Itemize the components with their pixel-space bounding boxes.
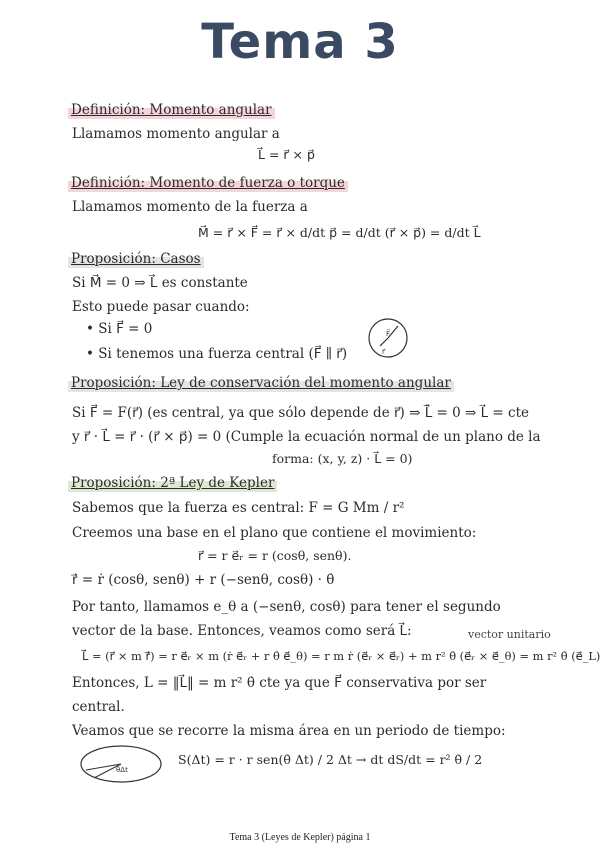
proposition-text: vector de la base. Entonces, veamos como será L⃗: xyxy=(72,623,412,639)
formula-angular-momentum: L⃗ = r⃗ × p⃗ xyxy=(258,147,315,162)
definition-text: Llamamos momento angular a xyxy=(72,126,280,142)
bullet-item: • Si F⃗ = 0 xyxy=(86,321,153,337)
formula-position: r⃗ = r e⃗ᵣ = r (cosθ, senθ). xyxy=(198,548,352,563)
proposition-text: Veamos que se recorre la misma área en un periodo de tiempo: xyxy=(72,723,506,739)
definition-text: Llamamos momento de la fuerza a xyxy=(72,199,308,215)
annotation-unit-vector: vector unitario xyxy=(468,628,551,641)
proposition-text: Por tanto, llamamos e_θ a (−senθ, cosθ) para tener el segundo xyxy=(72,599,501,615)
sketch-label-f: F⃗ xyxy=(386,330,391,338)
proposition-text: Si M⃗ = 0 ⇒ L⃗ es constante xyxy=(72,275,248,291)
sketch-label-r: r⃗ xyxy=(382,348,385,356)
proposition-heading-kepler: Proposición: 2ª Ley de Kepler xyxy=(68,474,277,492)
formula-torque: M⃗ = r⃗ × F⃗ = r⃗ × d/dt p⃗ = d/dt (r⃗ × p⃗) = d/dt L⃗ xyxy=(198,225,481,240)
formula-angular-momentum-expansion: L⃗ = (r⃗ × m ṙ⃗) = r e⃗ᵣ × m (ṙ e⃗ᵣ + r θ̇ e⃗_θ) = r m ṙ (e⃗ᵣ × e⃗ᵣ) + m r² θ̇ (e⃗ᵣ × e⃗_θ) = m r² θ̇ (e⃗_L) xyxy=(82,649,600,663)
proposition-text: central. xyxy=(72,699,125,715)
proposition-text: Si F⃗ = F(r⃗) (es central, ya que sólo depende de r⃗) ⇒ L̇⃗ = 0 ⇒ L⃗ = cte xyxy=(72,405,529,421)
proposition-text: Entonces, L = ‖L⃗‖ = m r² θ̇ cte ya que F⃗ conservativa por ser xyxy=(72,675,487,691)
central-force-sketch xyxy=(366,316,410,360)
proposition-text: Sabemos que la fuerza es central: F = G Mm / r² xyxy=(72,500,405,516)
page-footer: Tema 3 (Leyes de Kepler) página 1 xyxy=(229,832,371,843)
orbit-area-sketch xyxy=(76,742,166,786)
proposition-heading-cases: Proposición: Casos xyxy=(68,250,204,268)
proposition-text: Creemos una base en el plano que contiene el movimiento: xyxy=(72,525,477,541)
bullet-item: • Si tenemos una fuerza central (F⃗ ∥ r⃗) xyxy=(86,346,348,362)
proposition-text: Esto puede pasar cuando: xyxy=(72,299,250,315)
proposition-text: forma: (x, y, z) · L⃗ = 0) xyxy=(272,451,413,466)
page-title: Tema 3 xyxy=(201,14,399,70)
definition-heading-torque: Definición: Momento de fuerza o torque xyxy=(68,174,348,192)
sketch-label-angle: θ̇Δt xyxy=(116,766,128,774)
formula-velocity: ṙ⃗ = ṙ (cosθ, senθ) + r (−senθ, cosθ) · θ̇ xyxy=(72,572,335,588)
proposition-heading-conservation: Proposición: Ley de conservación del momento angular xyxy=(68,374,454,392)
proposition-text: y r⃗ · L⃗ = r⃗ · (r⃗ × p⃗) = 0 (Cumple la ecuación normal de un plano de la xyxy=(72,429,541,445)
definition-heading-angular-momentum: Definición: Momento angular xyxy=(68,101,275,119)
formula-area: S(Δt) = r · r sen(θ̇ Δt) / 2 Δt → dt dS/dt = r² θ̇ / 2 xyxy=(178,752,483,767)
